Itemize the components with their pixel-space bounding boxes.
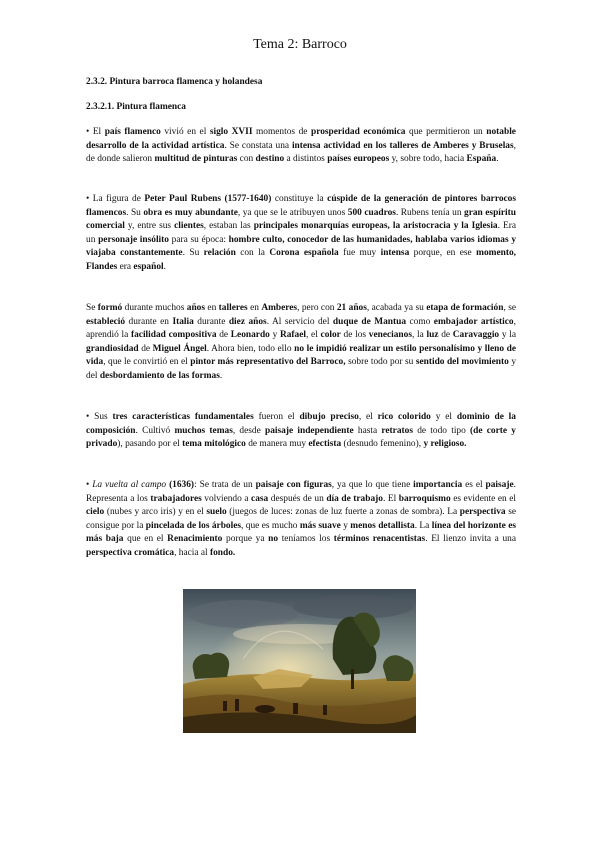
text-run: intensa (380, 248, 410, 259)
paragraph-3 (86, 302, 516, 384)
text-run: Leonardo (230, 330, 270, 341)
text-run: . Representa a los (86, 480, 516, 504)
text-run: relación (203, 248, 236, 259)
text-run: venecianos (368, 330, 412, 341)
text-run: principales monarquías europeas, la aristocracia y la Iglesia (253, 221, 498, 232)
text-run: español (133, 261, 164, 272)
text-run: , hacia al (174, 547, 210, 558)
text-run: . La (414, 520, 432, 531)
text-run: y, entre sus (124, 221, 175, 232)
text-run: , que le convirtió en el (103, 357, 191, 368)
text-run: . Se constata una (224, 140, 292, 151)
text-run: teníamos los (278, 534, 334, 545)
text-run: de (438, 330, 453, 341)
text-run: 500 cuadros (347, 207, 396, 218)
text-run: embajador artístico (433, 316, 514, 327)
text-run: (juegos de luces: zonas de luz fuerte a zonas de sombra). La (226, 507, 460, 518)
text-run: que permitieron un (405, 127, 487, 137)
text-run: España (466, 154, 497, 165)
text-run: de manera muy (245, 439, 309, 450)
text-run: fondo. (210, 547, 236, 558)
paragraph-1 (86, 126, 516, 167)
text-run: . Era un (86, 221, 516, 245)
text-run: sobre todo por su (345, 357, 416, 368)
text-run: dibujo preciso (299, 412, 359, 422)
text-run: porque, en ese (409, 248, 477, 259)
text-run: pincelada de los árboles (145, 520, 242, 531)
text-run: . Al servicio del (266, 316, 333, 327)
text-run: prosperidad económica (310, 127, 406, 137)
text-run: como (406, 316, 434, 327)
text-run: no (268, 534, 279, 545)
text-run: dominio de la composición (86, 412, 516, 436)
text-run: de los (340, 330, 369, 341)
text-run: intensa actividad en los talleres de Amberes y Bruselas (291, 140, 514, 151)
text-run: obra es muy abundante (143, 207, 238, 218)
text-run: . (496, 154, 499, 165)
text-run: suelo (206, 507, 227, 518)
text-run: perspectiva (459, 507, 506, 518)
text-run: sentido del movimiento (415, 357, 509, 368)
text-run: destino (255, 154, 285, 165)
text-run: . Su (182, 248, 204, 259)
text-run: , que es mucho (241, 520, 300, 531)
text-run: más suave (299, 520, 341, 531)
text-run: con (237, 154, 256, 165)
text-run: , aprendió la (86, 316, 516, 341)
text-run: de (216, 330, 231, 341)
text-run: facilidad compositiva (130, 330, 217, 341)
text-run: cúspide de la generación de pintores barrocos flamencos (86, 194, 517, 218)
text-run: hombre culto, conocedor de las humanidades, hablaba varios idiomas y viajaba constantemente (86, 234, 517, 259)
landscape-painting-image (183, 589, 416, 733)
text-run: etapa de formación (426, 303, 504, 313)
text-run: barroquismo (398, 493, 451, 504)
text-run: se consigue por la (86, 507, 516, 531)
subsection-heading: 2.3.2.1. Pintura flamenca (86, 102, 186, 112)
text-run: vivió en el (160, 127, 210, 137)
text-run: tres características fundamentales (112, 412, 254, 422)
text-run: pintor más representativo del Barroco, (190, 357, 346, 368)
text-run: es el (462, 480, 486, 490)
text-run: talleres (218, 303, 248, 313)
text-run: multitud de pinturas (154, 154, 238, 165)
section-heading: 2.3.2. Pintura barroca flamenca y holandesa (86, 77, 263, 87)
text-run: : Se trata de un (194, 480, 256, 490)
text-run: no le impidió realizar un estilo personalísimo y lleno de vida (86, 343, 516, 368)
text-run: menos detallista (350, 520, 415, 531)
text-run: y, sobre todo, hacia (389, 154, 467, 165)
text-run: Renacimiento (167, 534, 223, 545)
text-run: • Sus (86, 412, 113, 422)
text-run: de todo tipo (412, 425, 471, 436)
text-run: , de donde salieron (86, 140, 516, 165)
text-run: era (117, 261, 134, 272)
text-run: Miguel Ángel (152, 343, 207, 354)
text-run: muchos temas (174, 425, 233, 436)
text-run: paisaje con figuras (255, 480, 332, 490)
text-run: color (320, 330, 341, 341)
text-run: hasta (353, 425, 382, 436)
text-run: volviendo a (201, 493, 252, 504)
text-run: y religioso. (423, 439, 467, 450)
text-run: siglo XVII (209, 127, 253, 137)
text-run: , ya que se le atribuyen unos (237, 207, 348, 218)
text-run: , pero con (297, 303, 337, 313)
text-run: país flamenco (104, 127, 161, 137)
text-run: con la (235, 248, 270, 259)
text-run: y (340, 520, 351, 531)
text-run: a distintos (284, 154, 328, 165)
text-run: , el (306, 330, 321, 341)
text-run: estableció (86, 316, 126, 327)
text-run: trabajadores (150, 493, 202, 504)
text-run: términos renacentistas (333, 534, 426, 545)
text-run: países europeos (327, 154, 390, 165)
text-run: Se (86, 303, 98, 313)
text-run: . Ahora bien, todo ello (206, 343, 295, 354)
text-run: • El (86, 127, 105, 137)
text-run: Italia (172, 316, 194, 327)
text-run: paisaje (485, 480, 514, 490)
text-run: clientes (174, 221, 204, 232)
text-run: Amberes (261, 303, 298, 313)
text-run: constituye la (271, 194, 328, 204)
text-run: . Rubens tenía un (395, 207, 465, 218)
text-run: Rafael (279, 330, 306, 341)
text-run: luz (426, 330, 439, 341)
text-run: Peter Paul Rubens (1577-1640) (144, 194, 272, 204)
text-run: . (219, 370, 223, 381)
text-run: años (186, 303, 205, 313)
text-run: casa (251, 493, 269, 504)
text-run: • La figura de (86, 194, 145, 204)
text-run: . Cultivó (135, 425, 175, 436)
text-run: , el (358, 412, 378, 422)
page-title: Tema 2: Barroco (253, 37, 347, 52)
paragraph-4 (86, 411, 516, 452)
text-run: perspectiva cromática (86, 547, 175, 558)
text-run: , la (411, 330, 427, 341)
text-run: personaje insólito (98, 234, 169, 245)
text-run: línea del horizonte es más baja (86, 520, 517, 545)
text-run: gran espíritu comercial (86, 207, 516, 232)
text-run: , se (503, 303, 516, 313)
text-run: y la (499, 330, 516, 341)
text-run: momentos de (252, 127, 311, 137)
text-run: Corona española (269, 248, 339, 259)
text-run: . Su (126, 207, 144, 218)
text-run: durante en (125, 316, 173, 327)
text-run: rico colorido (377, 412, 431, 422)
text-run: , desde (232, 425, 266, 436)
text-run: (de corte y privado (86, 425, 516, 450)
text-run: Caravaggio (452, 330, 500, 341)
text-run: para su época: (168, 234, 229, 245)
text-run: en (205, 303, 219, 313)
text-run: desbordamiento de las formas (99, 370, 220, 381)
text-run: . El lienzo invita a una (425, 534, 516, 545)
text-run: que en el (123, 534, 168, 545)
text-run: es evidente en el (450, 493, 516, 504)
text-run: , ya que lo que tiene (331, 480, 414, 490)
text-run: fue muy (338, 248, 381, 259)
text-run: 21 años (336, 303, 367, 313)
text-run: después de un (268, 493, 327, 504)
text-run: (1636) (169, 480, 195, 490)
text-run: (nubes y arco iris) y en el (104, 507, 207, 518)
text-run: retratos (381, 425, 413, 436)
text-run: en (247, 303, 262, 313)
text-run: durante (193, 316, 229, 327)
text-run: ), pasando por el (117, 439, 183, 450)
text-run: La vuelta al campo (92, 480, 167, 490)
text-run: efectista (308, 439, 342, 450)
text-run: , estaban las (203, 221, 254, 232)
text-run: notable desarrollo de la actividad artística (86, 127, 516, 151)
paragraph-2 (86, 193, 516, 275)
text-run: porque ya (222, 534, 269, 545)
text-run: momento, Flandes (86, 248, 516, 272)
text-run: día de trabajo (326, 493, 383, 504)
text-run: . El (382, 493, 399, 504)
text-run: paisaje independiente (265, 425, 354, 436)
text-run: . (163, 261, 166, 272)
paragraph-5 (86, 479, 516, 561)
text-run: de (138, 343, 153, 354)
text-run: durante muchos (122, 303, 187, 313)
text-run: (desnudo femenino), (341, 439, 424, 450)
text-run: tema mitológico (182, 439, 246, 450)
text-run: duque de Mantua (332, 316, 407, 327)
text-run: fueron el (253, 412, 300, 422)
text-run: diez años (228, 316, 267, 327)
text-run: y el (430, 412, 457, 422)
text-run: grandiosidad (86, 343, 139, 354)
text-run: , acabada ya su (366, 303, 427, 313)
text-run: y del (86, 357, 517, 381)
text-run: cielo (86, 507, 105, 518)
text-run: y (269, 330, 280, 341)
text-run: • (86, 480, 93, 490)
text-run: importancia (413, 480, 463, 490)
text-run: formó (97, 303, 123, 313)
